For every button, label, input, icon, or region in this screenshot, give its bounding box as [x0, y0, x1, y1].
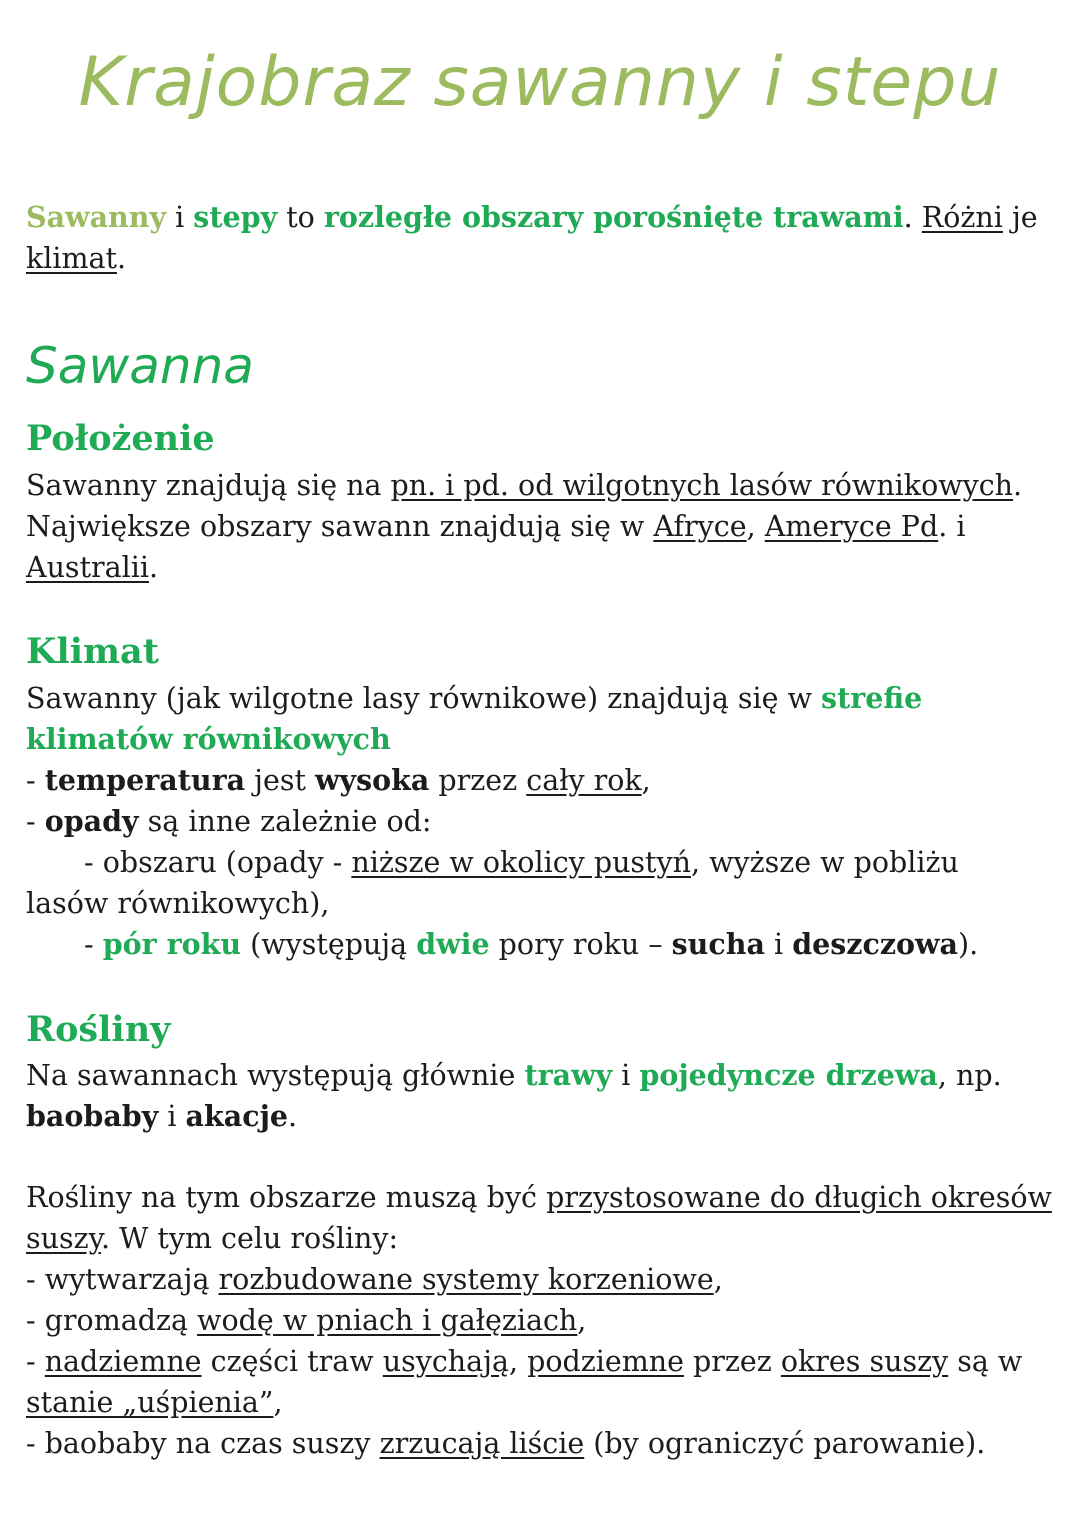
page-title: Krajobraz sawanny i stepu — [78, 43, 1002, 122]
intro-sawanny: Sawanny — [26, 200, 167, 234]
polozenie-paragraph: Sawanny znajdują się na pn. i pd. od wilgotnych lasów równikowych. Największe obszary sawann znajdują się w Afryce, Ameryce Pd. i Australii. — [26, 469, 1023, 584]
klimat-paragraph: Sawanny (jak wilgotne lasy równikowe) znajdują się w strefie klimatów równikowych - temperatura jest wysoka przez cały rok, - opady są inne zależnie od: - obszaru (opady - niższe w okolicy pustyń, wyższe w pobliżu lasów równikowych), - pór roku (występują dwie pory roku – sucha i deszczowa). — [26, 681, 979, 961]
rosliny-paragraph-2: Rośliny na tym obszarze muszą być przystosowane do długich okresów suszy. W tym celu rośliny: - wytwarzają rozbudowane systemy korzeniowe, - gromadzą wodę w pniach i gałęziach, - nadziemne części traw usychają, podziemne przez okres suszy są w stanie „uśpienia”, - baobaby na czas suszy zrzucają liście (by ograniczyć parowanie). — [26, 1181, 1052, 1460]
section-title-sawanna: Sawanna — [26, 337, 254, 395]
heading-rosliny: Rośliny — [26, 1009, 171, 1050]
rosliny-paragraph-1: Na sawannach występują głównie trawy i pojedyncze drzewa, np. baobaby i akacje. — [26, 1058, 1002, 1133]
intro-paragraph: Sawanny i stepy to rozległe obszary porośnięte trawami. Różni je klimat. — [26, 200, 1038, 275]
heading-klimat: Klimat — [26, 631, 159, 672]
heading-polozenie: Położenie — [26, 418, 215, 459]
